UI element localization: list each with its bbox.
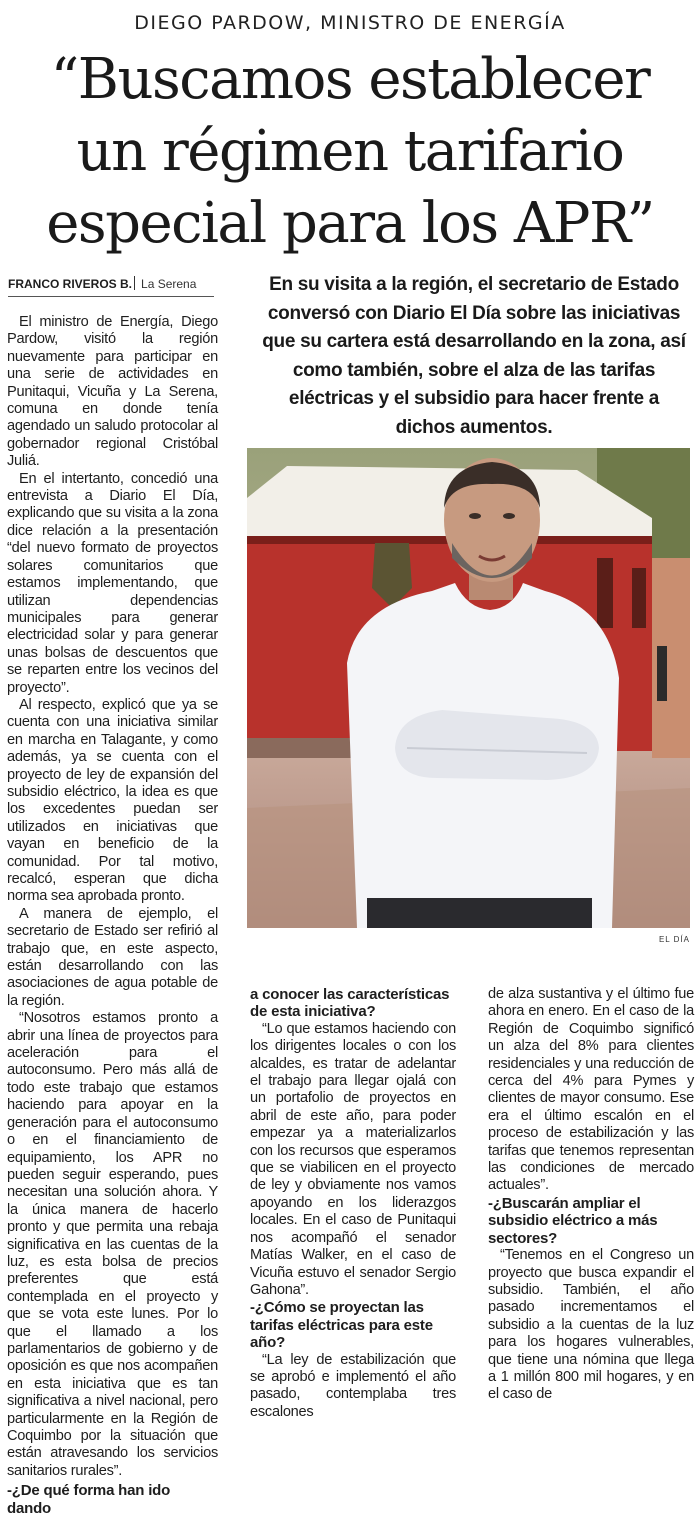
kicker: DIEGO PARDOW, MINISTRO DE ENERGÍA (134, 12, 566, 34)
byline (8, 276, 214, 297)
headline-line-3: especial para los APR” (46, 191, 654, 256)
interview-answer-2-continued: de alza sustantiva y el último fue ahora en enero. En el caso de la Región de Coquimbo significó un alza del 8% para clientes residenciales y una reducción de cerca del 4% para Pymes y clientes de mayor consumo. Ese era el último escalón en el proceso de estabilización y las tarifas que tenemos representan las condiciones de mercado actuales”. (488, 986, 694, 1194)
photo-credit: EL DÍA (658, 935, 690, 944)
article-column-2 (250, 986, 456, 1421)
article-column-3 (488, 986, 694, 1404)
headline-line-2: un régimen tarifario (76, 119, 624, 184)
byline-separator (134, 276, 135, 290)
byline-author: FRANCO RIVEROS B. (8, 277, 133, 291)
interview-answer-2: “La ley de estabilización que se aprobó e implementó el año pasado, contemplaba tres escalones (250, 1351, 456, 1420)
paragraph: A manera de ejemplo, el secretario de Estado ser refirió al trabajo que, en este aspecto, están desarrollando con las asociaciones de agua potable de la región. (7, 905, 218, 1009)
headline-line-1: “Buscamos establecer (50, 47, 650, 112)
minister-photo (247, 448, 690, 928)
headline (0, 44, 700, 260)
interview-question-1: -¿De qué forma han ido dando (7, 1482, 171, 1517)
interview-question-3: -¿Buscarán ampliar el subsidio eléctrico a más sectores? (488, 1194, 658, 1247)
interview-answer-3: “Tenemos en el Congreso un proyecto que busca expandir el subsidio. También, el año pasado incrementamos el subsidio a la cuentas de la luz para los hogares vulnerables, que tiene una nómina que llega a 1 millón 800 mil hogares, y en el caso de (488, 1247, 694, 1403)
paragraph: El ministro de Energía, Diego Pardow, visitó la región nuevamente para participar en una serie de actividades en Punitaqui, Vicuña y La Serena, comuna en donde tenía agendado un saludo protocolar al gobernador regional Cristóbal Juliá. (7, 314, 218, 470)
lede: En su visita a la región, el secretario de Estado conversó con Diario El Día sobre las iniciativas que su cartera está desarrollando en la zona, así como también, sobre el alza de las tarifas eléctricas y el subsidio para hacer frente a dichos aumentos. (262, 274, 686, 438)
paragraph: “Nosotros estamos pronto a abrir una línea de proyectos para aceleración para el autoconsumo. Pero más allá de todo este trabajo que estamos haciendo para apoyar en la generación para el autoconsumo o en el financiamiento de equipamiento, los APR no pueden seguir esperando, pues necesitan una solución ahora. Y la única manera de hacerlo pronto y que permita una rebaja significativa en las cuentas de la luz, es esta bolsa de precios preferentes que está contemplada en el proyecto y que se vota este lunes. Por lo que el llamado a los parlamentarios de gobierno y de oposición es que nos acompañen en esta iniciativa que es tan significativa a nivel nacional, pero particularmente en la Región de Coquimbo por la situación que están atravesando los servicios sanitarios rurales”. (7, 1010, 218, 1479)
interview-answer-1: “Lo que estamos haciendo con los dirigentes locales o con los alcaldes, es tratar de adelantar el trabajo para llegar ojalá con un portafolio de proyectos en abril de este año, para poder empezar ya a materializarlos con los recursos que esperamos que se viabilicen en el proyecto de ley y obviamente nos vamos apoyando en los liderazgos locales. En el caso de Punitaqui nos acompañó el senador Matías Walker, en el caso de Vicuña estuvo el senador Sergio Gahona”. (250, 1020, 456, 1298)
byline-location: La Serena (141, 277, 197, 291)
minister-photo-illustration (247, 448, 690, 928)
interview-question-1-continued: a conocer las características de esta iniciativa? (250, 986, 450, 1021)
paragraph: Al respecto, explicó que ya se cuenta con una iniciativa similar en marcha en Talagante, y como además, ya se cuenta con el proyecto de ley de expansión del subsidio eléctrico, la idea es que los excedentes puedan ser utilizados en iniciativas que vayan en beneficio de la comunidad. Por tal motivo, recalcó, esperan que dicha norma sea aprobada pronto. (7, 696, 218, 905)
paragraph: En el intertanto, concedió una entrevista a Diario El Día, explicando que su visita a la zona dice relación a la presentación “del nuevo formato de proyectos solares comunitarios que estamos implementando, que utilizan dependencias municipales para generar electricidad solar y para generar unas bolsas de descuentos que se reparten entre los vecinos del proyecto”. (7, 470, 218, 696)
interview-question-2: -¿Cómo se proyectan las tarifas eléctricas para este año? (250, 1299, 433, 1352)
article-column-1 (7, 314, 218, 1517)
